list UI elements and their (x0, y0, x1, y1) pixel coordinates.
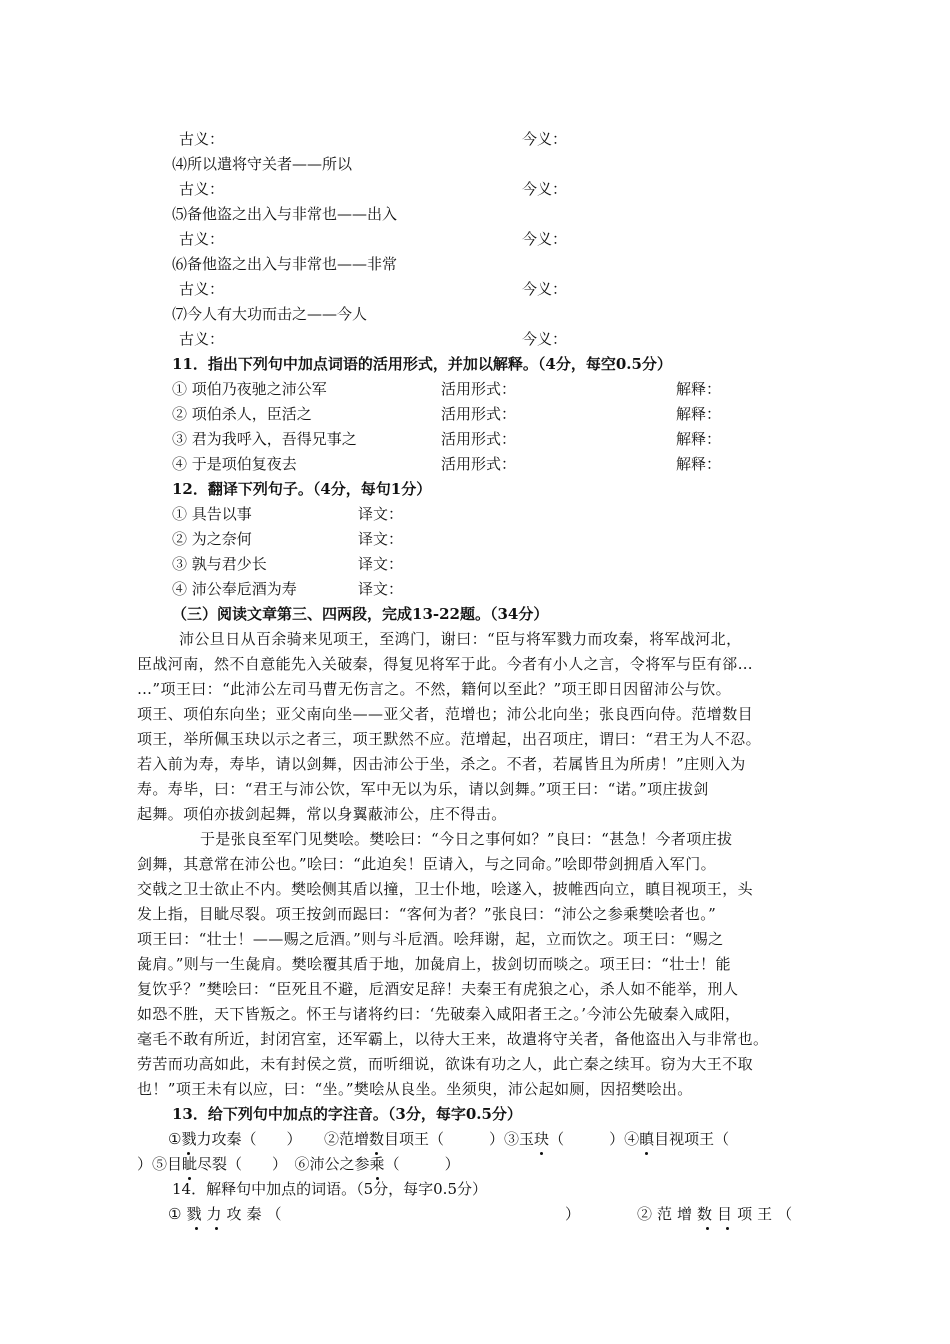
gloss-old-label: 古义： (179, 330, 225, 348)
passage-line: 项王曰：“壮士！——赐之卮酒。”则与斗卮酒。哙拜谢，起，立而饮之。项王曰：“赐之 (137, 930, 724, 948)
q12-label: 译文： (358, 555, 404, 573)
gloss-old-label: 古义： (179, 230, 225, 248)
q13-title: 13．给下列句中加点的字注音。（3分，每字0.5分） (172, 1105, 522, 1123)
q11-item: ② 项伯杀人，臣活之 (172, 405, 312, 423)
gloss-old-label: 古义： (179, 280, 225, 298)
q11-form-label: 活用形式： (441, 455, 517, 473)
emphasis-char: 玦 (534, 1127, 549, 1152)
gloss-item: ⑸备他盗之出入与非常也——出入 (172, 205, 398, 223)
q12-item: ① 具告以事 (172, 505, 252, 523)
passage-line: 发上指，目眦尽裂。项王按剑而跽曰：“客何为者？”张良曰：“沛公之参乘樊哙者也。” (137, 905, 717, 923)
gloss-new-label: 今义： (522, 230, 568, 248)
q14-item-left: ①戮力攻秦（ (168, 1202, 287, 1227)
q12-item: ③ 孰与君少长 (172, 555, 267, 573)
emphasis-char: 力 (206, 1202, 226, 1227)
passage-line: 如恐不胜，天下皆叛之。怀王与诸将约曰：‘先破秦入咸阳者王之。’今沛公先破秦入咸阳， (137, 1005, 741, 1023)
gloss-old-label: 古义： (179, 180, 225, 198)
q12-label: 译文： (358, 580, 404, 598)
q12-item: ④ 沛公奉卮酒为寿 (172, 580, 297, 598)
q11-item: ④ 于是项伯复夜去 (172, 455, 297, 473)
gloss-item: ⑷所以遣将守关者——所以 (172, 155, 353, 173)
passage-line: 劳苦而功高如此，未有封侯之赏，而听细说，欲诛有功之人，此亡秦之续耳。窃为大王不取 (137, 1055, 754, 1073)
q12-label: 译文： (358, 505, 404, 523)
gloss-item: ⑺今人有大功而击之——今人 (172, 305, 368, 323)
emphasis-char: 瞋 (639, 1127, 654, 1152)
q11-explain-label: 解释： (676, 430, 722, 448)
q11-form-label: 活用形式： (441, 430, 517, 448)
passage-line: 剑舞，其意常在沛公也。”哙曰：“此迫矣！臣请入，与之同命。”哙即带剑拥盾入军门。 (137, 855, 717, 873)
q11-explain-label: 解释： (676, 405, 722, 423)
q11-form-label: 活用形式： (441, 380, 517, 398)
q14-close-paren: ） (565, 1205, 581, 1223)
passage-line: …”项王曰：“此沛公左司马曹无伤言之。不然，籍何以至此？”项王即日因留沛公与饮。 (137, 680, 732, 698)
q12-item: ② 为之奈何 (172, 530, 252, 548)
passage-line: 复饮乎？”樊哙曰：“臣死且不避，卮酒安足辞！夫秦王有虎狼之心，杀人如不能举，刑人 (137, 980, 739, 998)
passage-line: 起舞。项伯亦拔剑起舞，常以身翼蔽沛公，庄不得击。 (137, 805, 507, 823)
q11-explain-label: 解释： (676, 455, 722, 473)
q14-item-right: ②范增数目项王（ (637, 1202, 797, 1227)
emphasis-char: 戮 (181, 1127, 196, 1152)
gloss-old-label: 古义： (179, 130, 225, 148)
q11-explain-label: 解释： (676, 380, 722, 398)
emphasis-char: 乘 (370, 1152, 385, 1177)
q13-line-1: ①戮力攻秦（ ） ②范增数目项王（ ）③玉玦（ ）④瞋目视项王（ (168, 1127, 729, 1152)
q11-title: 11．指出下列句中加点词语的活用形式，并加以解释。（4分，每空0.5分） (172, 355, 672, 373)
emphasis-char: 戮 (186, 1202, 206, 1227)
q11-item: ③ 君为我呼入，吾得兄事之 (172, 430, 357, 448)
q11-item: ① 项伯乃夜驰之沛公军 (172, 380, 327, 398)
q14-title: 14．解释句中加点的词语。（5分，每字0.5分） (172, 1180, 487, 1198)
q11-form-label: 活用形式： (441, 405, 517, 423)
passage-line: 寿。寿毕，曰：“君王与沛公饮，军中无以为乐，请以剑舞。”项王曰：“诺。”项庄拔剑 (137, 780, 709, 798)
passage-line: 彘肩。”则与一生彘肩。樊哙覆其盾于地，加彘肩上，拔剑切而啖之。项王曰：“壮士！能 (137, 955, 731, 973)
passage-line: 若入前为寿，寿毕，请以剑舞，因击沛公于坐，杀之。不者，若属皆且为所虏！”庄则入为 (137, 755, 746, 773)
emphasis-char: 目 (717, 1202, 737, 1227)
gloss-new-label: 今义： (522, 130, 568, 148)
q12-label: 译文： (358, 530, 404, 548)
passage-line: 项王，举所佩玉玦以示之者三，项王默然不应。范增起，出召项庄，谓曰：“君王为人不忍。 (137, 730, 762, 748)
passage-line: 交戟之卫士欲止不内。樊哙侧其盾以撞，卫士仆地，哙遂入，披帷西向立，瞋目视项王，头 (137, 880, 754, 898)
gloss-new-label: 今义： (522, 330, 568, 348)
passage-line: 毫毛不敢有所近，封闭宫室，还军霸上，以待大王来，故遣将守关者，备他盗出入与非常也。 (137, 1030, 769, 1048)
passage-line: 沛公旦日从百余骑来见项王，至鸿门，谢曰：“臣与将军戮力而攻秦，将军战河北， (179, 630, 742, 648)
section3-title: （三）阅读文章第三、四两段，完成13-22题。（34分） (172, 605, 549, 623)
gloss-item: ⑹备他盗之出入与非常也——非常 (172, 255, 398, 273)
q12-title: 12．翻译下列句子。（4分，每句1分） (172, 480, 432, 498)
passage-line: 项王、项伯东向坐；亚父南向坐——亚父者，范增也；沛公北向坐；张良西向侍。范增数目 (137, 705, 754, 723)
emphasis-char: 数 (697, 1202, 717, 1227)
passage-line: 于是张良至军门见樊哙。樊哙曰：“今日之事何如？”良曰：“甚急！今者项庄拔 (200, 830, 733, 848)
emphasis-char: 眦 (182, 1152, 197, 1177)
gloss-new-label: 今义： (522, 180, 568, 198)
passage-line: 也！”项王未有以应，曰：“坐。”樊哙从良坐。坐须臾，沛公起如厕，因招樊哙出。 (137, 1080, 693, 1098)
emphasis-char: 数 (369, 1127, 384, 1152)
passage-line: 臣战河南，然不自意能先入关破秦，得复见将军于此。今者有小人之言，令将军与臣有郤… (137, 655, 754, 673)
gloss-new-label: 今义： (522, 280, 568, 298)
q13-line-2: ）⑤目眦尽裂（ ） ⑥沛公之参乘（ ） (137, 1152, 460, 1177)
